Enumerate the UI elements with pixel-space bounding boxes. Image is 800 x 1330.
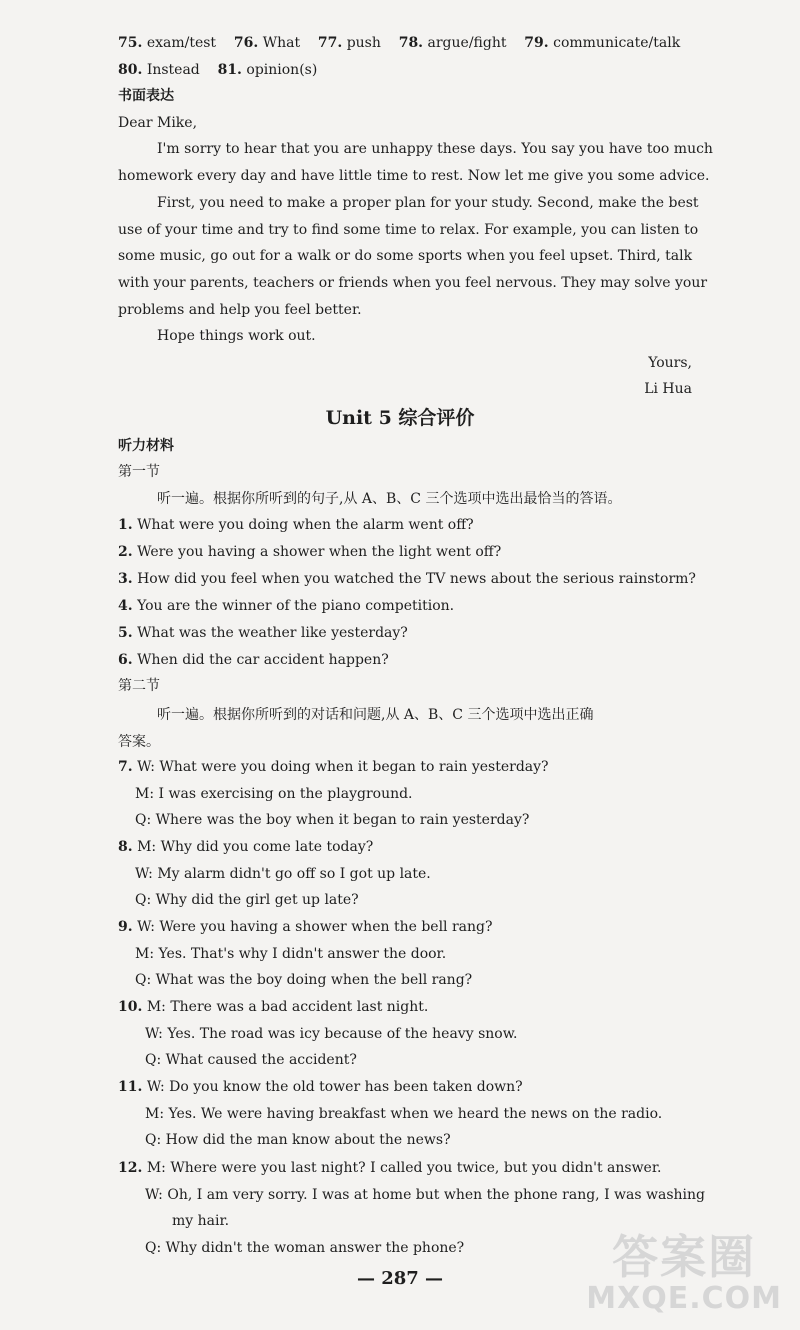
dialog-number: 11. <box>118 1079 143 1095</box>
part1-instruction: 听一遍。根据你所听到的句子,从 A、B、C 三个选项中选出最恰当的答语。 <box>157 491 622 507</box>
dialog-text: W: Were you having a shower when the bell rang? <box>137 919 493 935</box>
dialog-line: M: I was exercising on the playground. <box>135 786 413 802</box>
question-item <box>118 651 389 669</box>
dialog-number: 10. <box>118 999 143 1015</box>
answer-number: 80. <box>118 62 143 78</box>
dialog-text: W: Do you know the old tower has been taken down? <box>146 1079 523 1095</box>
question-text: When did the car accident happen? <box>137 652 389 668</box>
question-item <box>118 597 454 615</box>
question-number: 6. <box>118 652 133 668</box>
unit-title: Unit 5 综合评价 <box>325 407 475 429</box>
answer-text: Instead <box>146 62 200 78</box>
dialog-text: M: Why did you come late today? <box>137 839 374 855</box>
letter-line: use of your time and try to find some time to relax. For example, you can listen to <box>118 222 699 238</box>
question-text: Were you having a shower when the light went off? <box>137 544 502 560</box>
answer-number: 76. <box>233 35 259 51</box>
writing-heading: 书面表达 <box>118 88 174 104</box>
dialog-line: Q: How did the man know about the news? <box>145 1132 451 1148</box>
dialog-line <box>118 998 428 1016</box>
answer-row-2 <box>118 61 317 79</box>
letter-salutation: Dear Mike, <box>118 115 198 131</box>
part1-heading: 第一节 <box>118 464 160 480</box>
dialog-line <box>118 758 549 776</box>
answer-text: exam/test <box>146 35 217 51</box>
dialog-line <box>118 1078 523 1096</box>
letter-line: some music, go out for a walk or do some sports when you feel upset. Third, talk <box>118 248 693 264</box>
dialog-text: M: Where were you last night? I called you twice, but you didn't answer. <box>146 1160 662 1176</box>
dialog-line: Q: Why didn't the woman answer the phone? <box>145 1240 465 1256</box>
question-number: 1. <box>118 517 133 533</box>
answer-text: push <box>346 35 381 51</box>
answer-number: 79. <box>524 35 549 51</box>
question-text: You are the winner of the piano competition. <box>137 598 455 614</box>
part2-heading: 第二节 <box>118 678 160 694</box>
watermark-logo <box>586 1232 782 1316</box>
dialog-text: M: There was a bad accident last night. <box>146 999 429 1015</box>
answer-number: 77. <box>317 35 343 51</box>
watermark-logo-text: 答案圈 <box>612 1230 757 1284</box>
answer-row-1 <box>118 34 680 52</box>
letter-line: I'm sorry to hear that you are unhappy these days. You say you have too much <box>157 141 713 157</box>
question-item <box>118 624 408 642</box>
letter-line: First, you need to make a proper plan for your study. Second, make the best <box>157 195 699 211</box>
letter-line: with your parents, teachers or friends when you feel nervous. They may solve your <box>118 275 708 291</box>
question-item <box>118 516 474 534</box>
dialog-line: Q: Why did the girl get up late? <box>135 892 359 908</box>
question-text: What was the weather like yesterday? <box>137 625 408 641</box>
dialog-number: 12. <box>118 1160 143 1176</box>
question-item <box>118 570 696 588</box>
dialog-line: Q: What caused the accident? <box>145 1052 357 1068</box>
dialog-line <box>118 1159 661 1177</box>
answer-text: argue/fight <box>427 35 507 51</box>
answer-text: communicate/talk <box>553 35 681 51</box>
answer-text: What <box>262 35 301 51</box>
dialog-number: 7. <box>118 759 133 775</box>
dialog-line: my hair. <box>172 1213 230 1229</box>
dialog-number: 9. <box>118 919 133 935</box>
answer-number: 81. <box>217 62 242 78</box>
answer-text: opinion(s) <box>246 62 318 78</box>
dialog-line: W: My alarm didn't go off so I got up late. <box>135 866 431 882</box>
page-number: — 287 — <box>356 1268 444 1289</box>
dialog-line <box>118 838 373 856</box>
letter-line: problems and help you feel better. <box>118 302 362 318</box>
letter-line: homework every day and have little time to rest. Now let me give you some advice. <box>118 168 710 184</box>
dialog-line: M: Yes. We were having breakfast when we heard the news on the radio. <box>145 1106 663 1122</box>
question-number: 4. <box>118 598 133 614</box>
dialog-line <box>118 918 493 936</box>
dialog-number: 8. <box>118 839 133 855</box>
answer-number: 75. <box>118 35 143 51</box>
question-text: What were you doing when the alarm went off? <box>137 517 474 533</box>
question-number: 2. <box>118 544 133 560</box>
dialog-line: Q: Where was the boy when it began to rain yesterday? <box>135 812 530 828</box>
question-number: 5. <box>118 625 133 641</box>
part2-instruction-cont: 答案。 <box>118 734 160 750</box>
question-item <box>118 543 501 561</box>
dialog-line: W: Yes. The road was icy because of the heavy snow. <box>145 1026 518 1042</box>
letter-closing: Yours, <box>648 355 692 371</box>
letter-line: Hope things work out. <box>157 328 316 344</box>
dialog-line: W: Oh, I am very sorry. I was at home but when the phone rang, I was washing <box>145 1187 705 1203</box>
dialog-text: W: What were you doing when it began to rain yesterday? <box>137 759 549 775</box>
watermark-url: MXQE.COM <box>586 1281 782 1316</box>
question-text: How did you feel when you watched the TV news about the serious rainstorm? <box>137 571 696 587</box>
dialog-line: M: Yes. That's why I didn't answer the door. <box>135 946 447 962</box>
section-heading: 听力材料 <box>118 438 174 454</box>
part2-instruction: 听一遍。根据你所听到的对话和问题,从 A、B、C 三个选项中选出正确 <box>157 707 594 723</box>
dialog-line: Q: What was the boy doing when the bell rang? <box>135 972 473 988</box>
letter-signature: Li Hua <box>644 381 692 397</box>
answer-number: 78. <box>398 35 424 51</box>
question-number: 3. <box>118 571 133 587</box>
